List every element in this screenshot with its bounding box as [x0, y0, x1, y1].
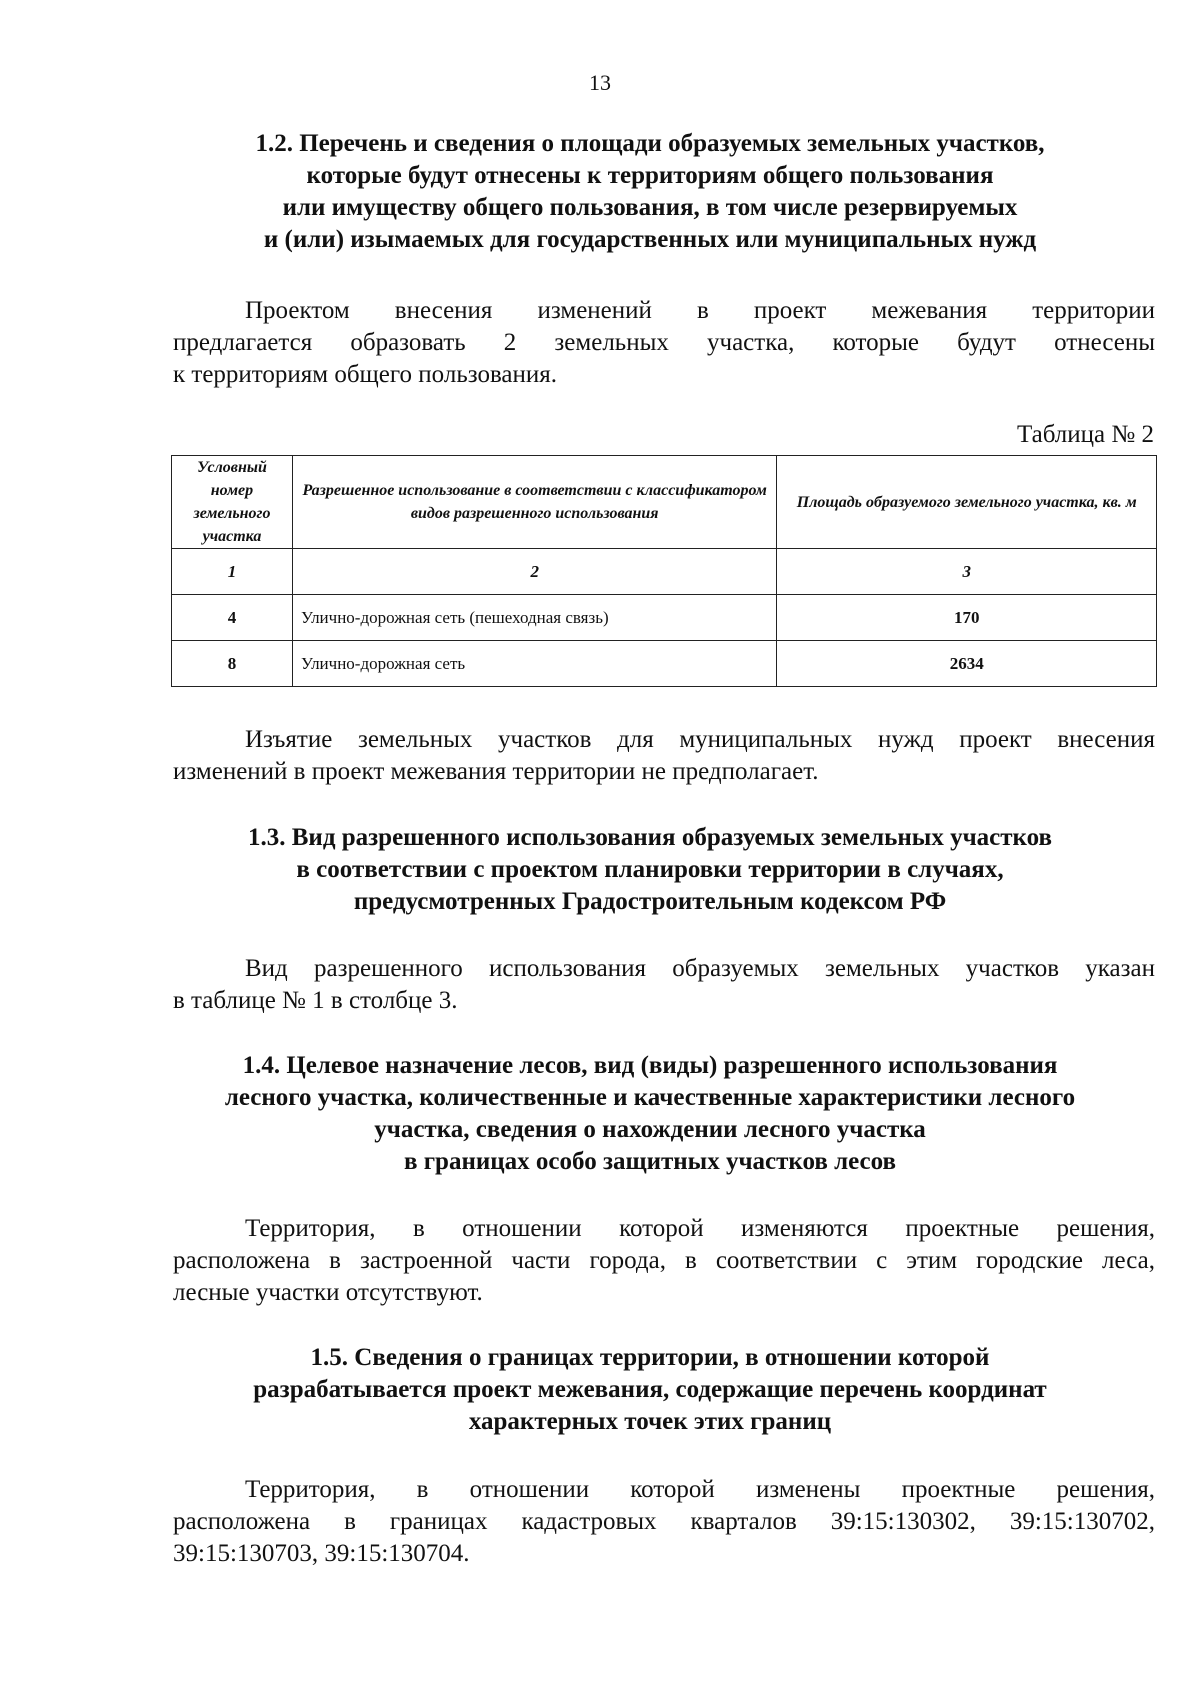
- heading-line: 1.3. Вид разрешенного использования образуемых земельных участков: [247, 824, 1053, 851]
- page-number: 13: [589, 70, 611, 95]
- paragraph-line: предлагается образовать 2 земельных участка, которые будут отнесены: [173, 329, 1155, 356]
- paragraph-line: лесные участки отсутствуют.: [173, 1279, 483, 1306]
- paragraph-line: Проектом внесения изменений в проект межевания территории: [245, 297, 1155, 324]
- land-plots-table: [171, 455, 1157, 687]
- column-number: 1: [172, 549, 293, 595]
- paragraph-line: расположена в границах кадастровых кварталов 39:15:130302, 39:15:130702,: [173, 1508, 1155, 1535]
- table-caption: Таблица № 2: [1016, 421, 1154, 448]
- section-1-3-heading: [150, 822, 1150, 918]
- section-1-5-heading: [150, 1342, 1150, 1438]
- heading-line: или имуществу общего пользования, в том числе резервируемых: [282, 194, 1018, 221]
- header-area: Площадь образуемого земельного участка, кв. м: [777, 456, 1157, 549]
- section-1-2-paragraph-after: [173, 724, 1155, 788]
- heading-line: 1.5. Сведения о границах территории, в отношении которой: [310, 1344, 990, 1371]
- section-1-3-paragraph: [173, 953, 1155, 1017]
- paragraph-line: к территориям общего пользования.: [173, 361, 558, 388]
- header-plot-number: Условный номер земельного участка: [172, 456, 293, 549]
- heading-line: лесного участка, количественные и качественные характеристики лесного: [224, 1084, 1076, 1111]
- paragraph-line: Территория, в отношении которой изменяются проектные решения,: [245, 1215, 1155, 1242]
- table-row: [172, 641, 1157, 687]
- section-1-4-heading: [150, 1050, 1150, 1178]
- cell-permitted-use: Улично-дорожная сеть (пешеходная связь): [292, 595, 776, 641]
- heading-line: участка, сведения о нахождении лесного участка: [374, 1116, 926, 1143]
- heading-line: 1.2. Перечень и сведения о площади образуемых земельных участков,: [255, 130, 1045, 157]
- paragraph-line: Изъятие земельных участков для муниципальных нужд проект внесения: [245, 726, 1155, 753]
- table-header-row: [172, 456, 1157, 549]
- section-1-4-paragraph: [173, 1213, 1155, 1309]
- section-1-2-heading: [150, 128, 1150, 256]
- section-1-5-paragraph: [173, 1474, 1155, 1570]
- cell-permitted-use: Улично-дорожная сеть: [292, 641, 776, 687]
- paragraph-line: расположена в застроенной части города, в соответствии с этим городские леса,: [173, 1247, 1155, 1274]
- heading-line: в границах особо защитных участков лесов: [403, 1148, 897, 1175]
- heading-line: характерных точек этих границ: [468, 1408, 832, 1435]
- paragraph-line: в таблице № 1 в столбце 3.: [173, 987, 458, 1014]
- paragraph-line: Вид разрешенного использования образуемых земельных участков указан: [245, 955, 1155, 982]
- cell-area: 2634: [777, 641, 1157, 687]
- cell-plot-number: 4: [172, 595, 293, 641]
- heading-line: 1.4. Целевое назначение лесов, вид (виды) разрешенного использования: [242, 1052, 1058, 1079]
- column-number: 2: [292, 549, 776, 595]
- paragraph-line: изменений в проект межевания территории не предполагает.: [173, 758, 819, 785]
- heading-line: и (или) изымаемых для государственных или муниципальных нужд: [263, 226, 1037, 253]
- heading-line: разрабатывается проект межевания, содержащие перечень координат: [253, 1376, 1047, 1403]
- cell-area: 170: [777, 595, 1157, 641]
- table-row: [172, 595, 1157, 641]
- header-permitted-use: Разрешенное использование в соответствии с классификатором видов разрешенного использования: [292, 456, 776, 549]
- heading-line: предусмотренных Градостроительным кодексом РФ: [353, 888, 947, 915]
- paragraph-line: 39:15:130703, 39:15:130704.: [173, 1540, 470, 1567]
- column-number: 3: [777, 549, 1157, 595]
- heading-line: в соответствии с проектом планировки территории в случаях,: [296, 856, 1004, 883]
- section-1-2-paragraph: [173, 295, 1155, 391]
- paragraph-line: Территория, в отношении которой изменены проектные решения,: [245, 1476, 1155, 1503]
- heading-line: которые будут отнесены к территориям общего пользования: [306, 162, 994, 189]
- table-column-numbers-row: [172, 549, 1157, 595]
- cell-plot-number: 8: [172, 641, 293, 687]
